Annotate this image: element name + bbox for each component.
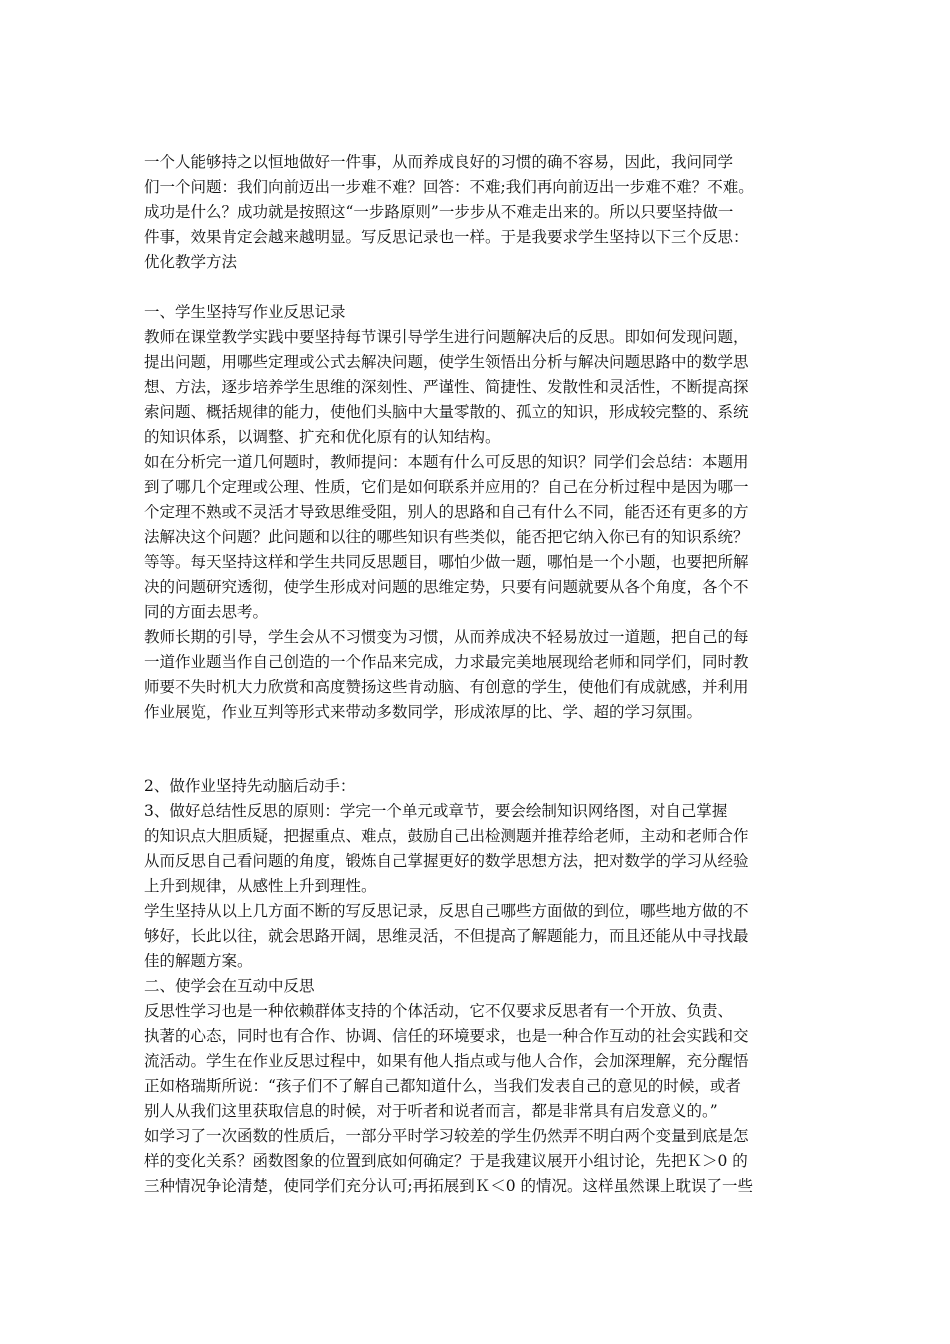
text-line: 一、学生坚持写作业反思记录 (144, 303, 346, 321)
text-line: 够好，长此以往，就会思路开阔，思维灵活，不但提高了解题能力，而且还能从中寻找最 (144, 927, 749, 945)
text-line: 如在分析完一道几何题时，教师提问：本题有什么可反思的知识？同学们会总结：本题用 (144, 453, 749, 471)
text-line: 三种情况争论清楚，使同学们充分认可;再拓展到Ｋ＜0 的情况。这样虽然课上耽误了一些 (144, 1177, 754, 1195)
text-line: 师要不失时机大力欣赏和高度赞扬这些肯动脑、有创意的学生，使他们有成就感，并利用 (144, 678, 749, 696)
text-line: 样的变化关系？函数图象的位置到底如何确定？于是我建议展开小组讨论，先把Ｋ＞0 的 (144, 1152, 748, 1170)
text-line: 的知识体系，以调整、扩充和优化原有的认知结构。 (144, 428, 501, 446)
text-line: 教师长期的引导，学生会从不习惯变为习惯，从而养成决不轻易放过一道题，把自己的每 (144, 628, 749, 646)
text-line: 执著的心态，同时也有合作、协调、信任的环境要求，也是一种合作互动的社会实践和交 (144, 1027, 749, 1045)
text-line: 二、使学会在互动中反思 (144, 977, 315, 995)
intro-paragraph (144, 150, 820, 275)
text-line: 等等。每天坚持这样和学生共同反思题目，哪怕少做一题，哪怕是一个小题，也要把所解 (144, 553, 749, 571)
text-line: 们一个问题：我们向前迈出一步难不难？回答：不难;我们再向前迈出一步难不难？不难。 (144, 178, 754, 196)
text-line: 2、做作业坚持先动脑后动手： (144, 777, 356, 795)
text-line: 正如格瑞斯所说：“孩子们不了解自己都知道什么，当我们发表自己的意见的时候，或者 (144, 1077, 741, 1095)
text-line: 从而反思自己看问题的角度，锻炼自己掌握更好的数学思想方法，把对数学的学习从经验 (144, 852, 749, 870)
section-two (144, 774, 820, 1199)
section-one (144, 300, 820, 725)
text-line: 优化教学方法 (144, 253, 238, 271)
text-line: 同的方面去思考。 (144, 603, 269, 621)
text-line: 成功是什么？成功就是按照这“一步路原则”一步步从不难走出来的。所以只要坚持做一 (144, 203, 734, 221)
text-line: 索问题、概括规律的能力，使他们头脑中大量零散的、孤立的知识，形成较完整的、系统 (144, 403, 749, 421)
text-line: 到了哪几个定理或公理、性质，它们是如何联系并应用的？自己在分析过程中是因为哪一 (144, 478, 749, 496)
text-line: 一道作业题当作自己创造的一个作品来完成，力求最完美地展现给老师和同学们，同时教 (144, 653, 749, 671)
text-line: 提出问题，用哪些定理或公式去解决问题，使学生领悟出分析与解决问题思路中的数学思 (144, 353, 749, 371)
text-line: 学生坚持从以上几方面不断的写反思记录，反思自己哪些方面做的到位，哪些地方做的不 (144, 902, 749, 920)
text-line: 反思性学习也是一种依赖群体支持的个体活动，它不仅要求反思者有一个开放、负责、 (144, 1002, 734, 1020)
text-line: 想、方法，逐步培养学生思维的深刻性、严谨性、简捷性、发散性和灵活性，不断提高探 (144, 378, 749, 396)
text-line: 上升到规律，从感性上升到理性。 (144, 877, 377, 895)
text-line: 如学习了一次函数的性质后，一部分平时学习较差的学生仍然弄不明白两个变量到底是怎 (144, 1127, 749, 1145)
text-line: 教师在课堂教学实践中要坚持每节课引导学生进行问题解决后的反思。即如何发现问题， (144, 328, 749, 346)
text-line: 的知识点大胆质疑，把握重点、难点，鼓励自己出检测题并推荐给老师，主动和老师合作 (144, 827, 749, 845)
text-line: 一个人能够持之以恒地做好一件事，从而养成良好的习惯的确不容易，因此，我问同学 (144, 153, 734, 171)
text-line: 佳的解题方案。 (144, 952, 253, 970)
text-line: 个定理不熟或不灵活才导致思维受阻，别人的思路和自己有什么不同，能否还有更多的方 (144, 503, 749, 521)
text-line: 法解决这个问题？此问题和以往的哪些知识有些类似，能否把它纳入你已有的知识系统？ (144, 528, 749, 546)
text-line: 流活动。学生在作业反思过程中，如果有他人指点或与他人合作，会加深理解，充分醒悟 (144, 1052, 749, 1070)
text-line: 别人从我们这里获取信息的时候，对于听者和说者而言，都是非常具有启发意义的。” (144, 1102, 718, 1120)
text-line: 决的问题研究透彻，使学生形成对问题的思维定势，只要有问题就要从各个角度，各个不 (144, 578, 749, 596)
text-line: 件事，效果肯定会越来越明显。写反思记录也一样。于是我要求学生坚持以下三个反思： (144, 228, 749, 246)
text-line: 3、做好总结性反思的原则：学完一个单元或章节，要会绘制知识网络图，对自己掌握 (144, 802, 728, 820)
text-line: 作业展览，作业互判等形式来带动多数同学，形成浓厚的比、学、超的学习氛围。 (144, 703, 703, 721)
